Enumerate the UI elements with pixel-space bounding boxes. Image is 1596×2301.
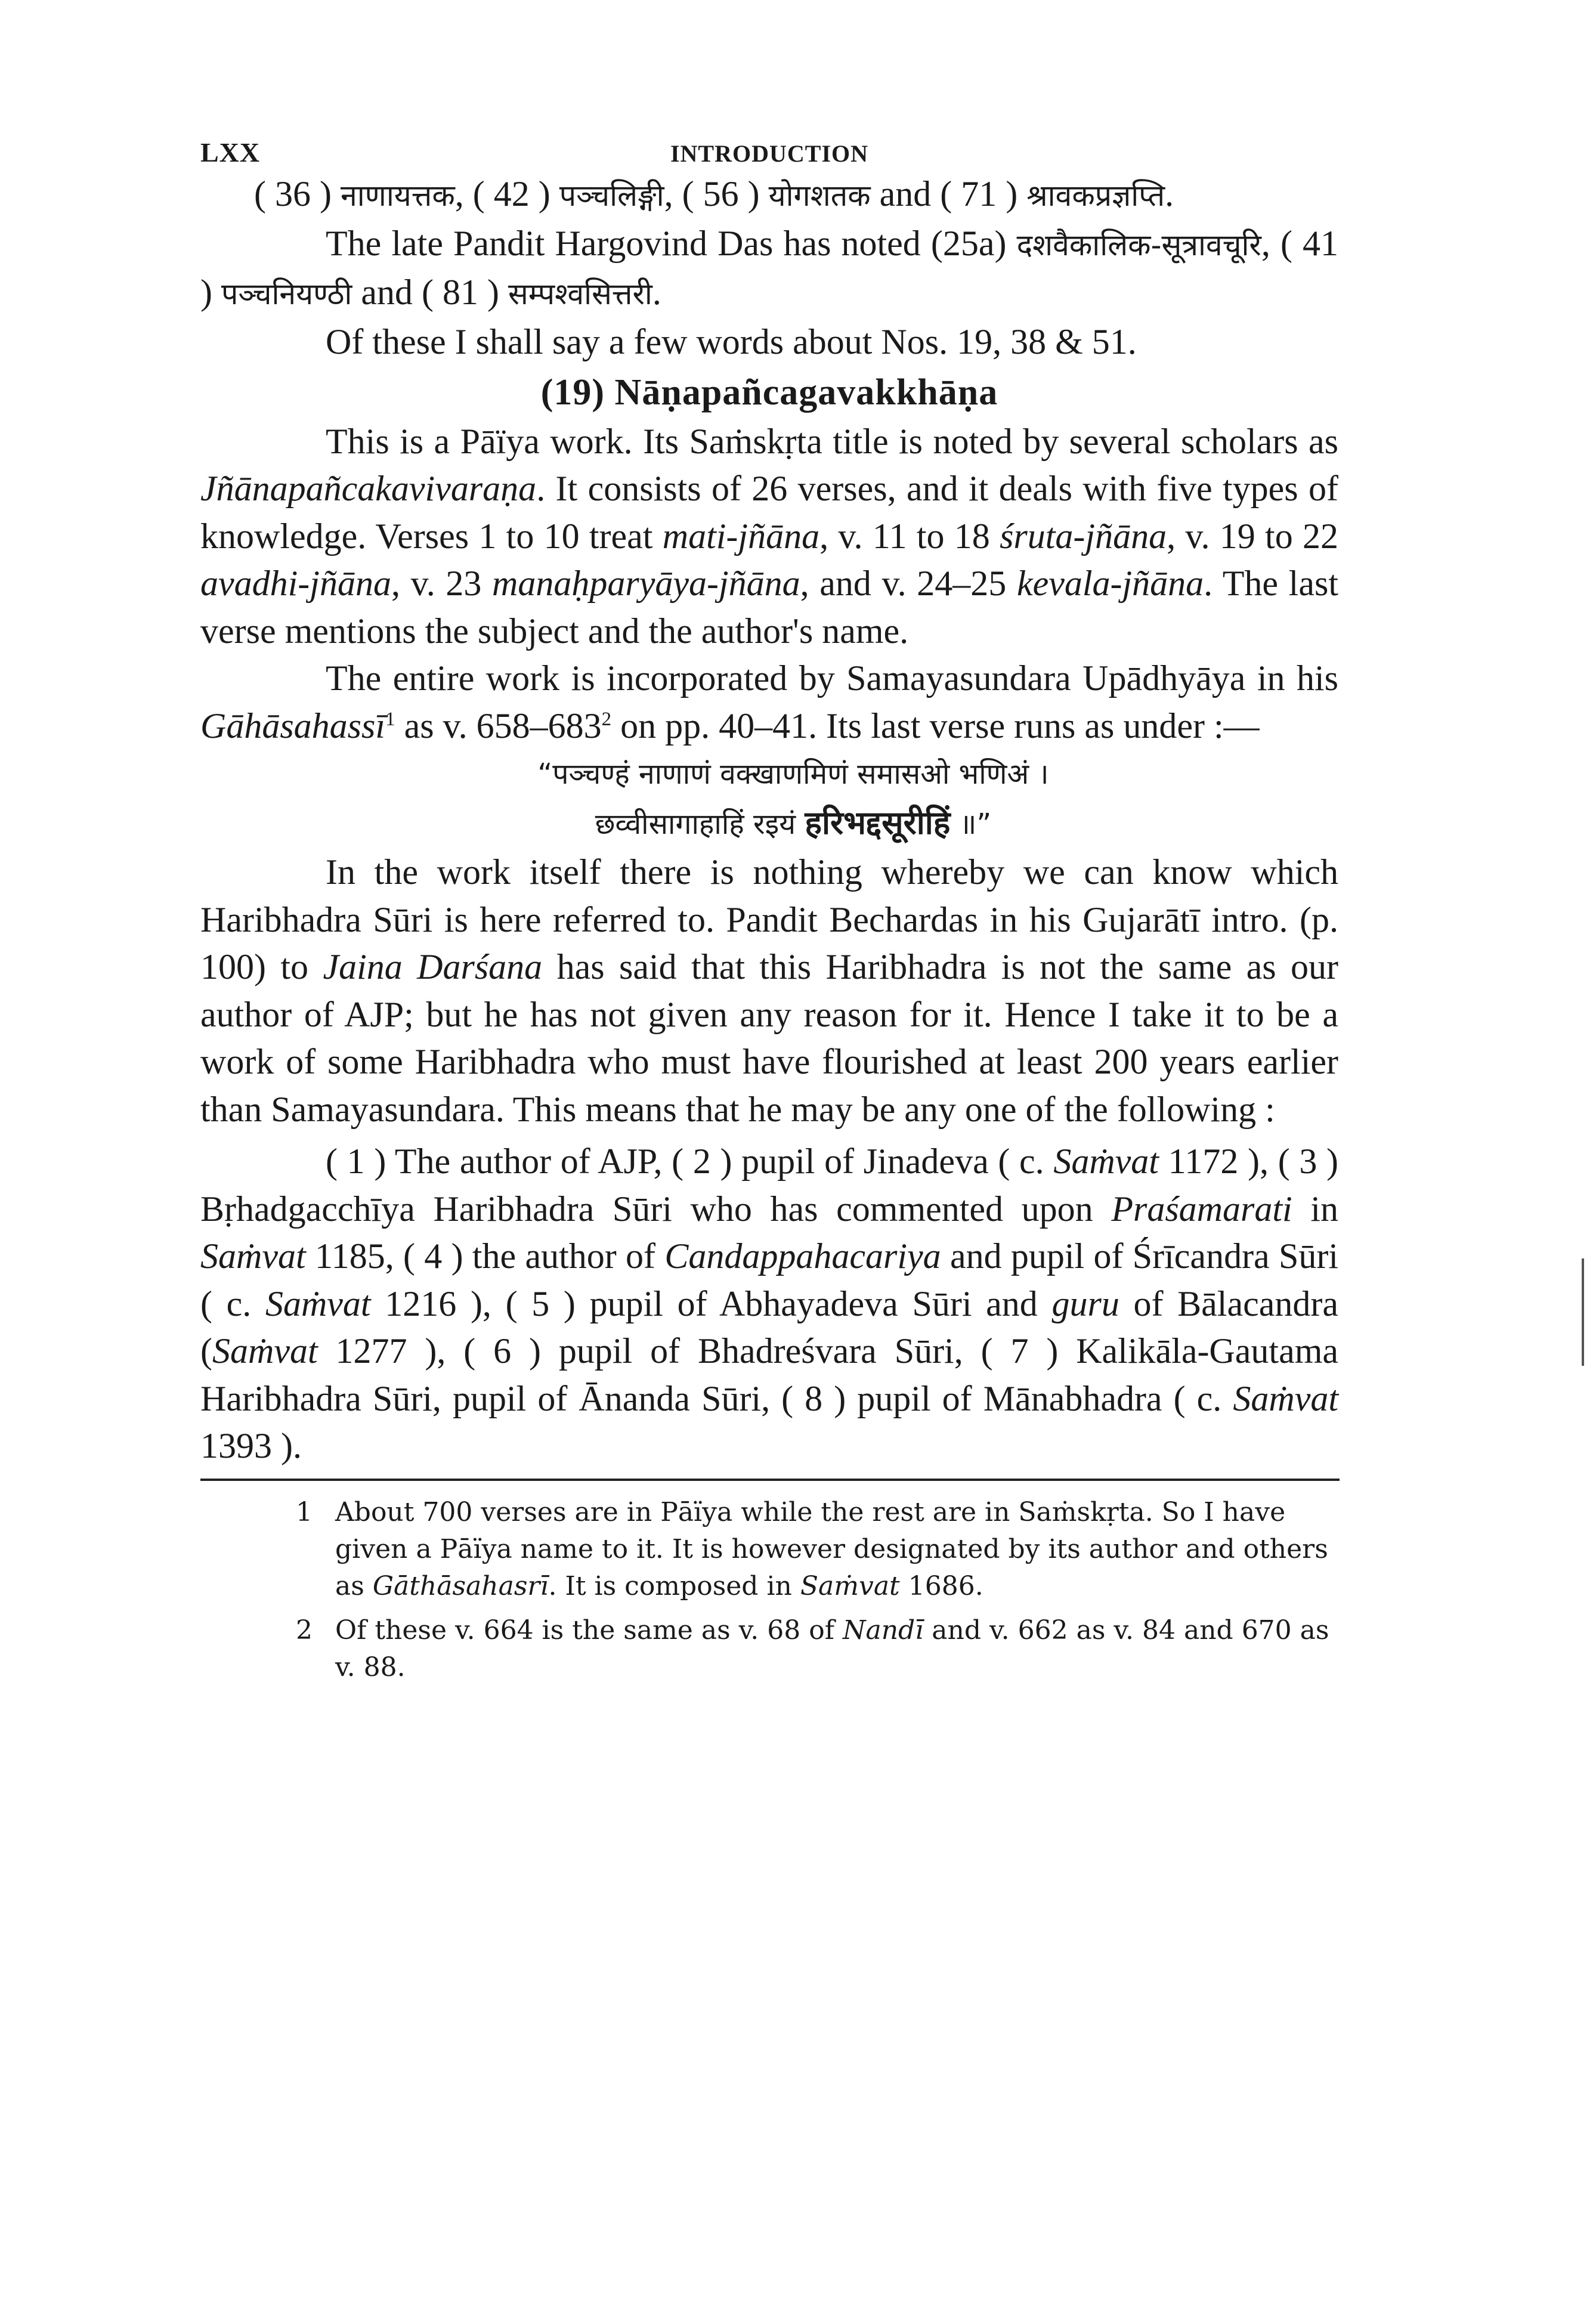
paragraph-5: The entire work is incorporated by Samayasundara Upādhyāya in his Gāhāsahassī$^1$ as v. $658-683^2$ on pp. 40–41. Its last verse runs as under :— bbox=[200, 658, 1338, 746]
sanskrit-verse bbox=[200, 750, 1338, 849]
verse-line-1: “पञ्चण्हं नाणाणं वक्खाणमिणं समासओ भणिअं । bbox=[537, 757, 1049, 791]
paragraph-4: This is a Pāïya work. Its Saṁskṛta title is noted by several scholars as Jñānapañcakavivaraṇa. It consists of 26 verses, and it deals with five types of knowledge. Verses 1 to 10 treat mati-jñāna, v. 11 to 18 śruta-jñāna, v. 19 to 22 avadhi-jñāna, v. 23 manaḥparyāya-jñāna, and v. 24–25 kevala-jñāna. The last verse mentions the subject and the author's name. bbox=[200, 421, 1339, 651]
page-edge-mark bbox=[1582, 1258, 1584, 1366]
footnote-1: 1 About 700 verses are in Pāïya while the rest are in Saṁskṛta. So I have given a Pāïya name to it. It is however designated by its author and others as Gāthāsahasrī. It is composed in Saṁvat 1686. bbox=[296, 1496, 1328, 1601]
page-number: LXX bbox=[200, 137, 261, 168]
paragraph-6: In the work itself there is nothing whereby we can know which Haribhadra Sūri is here referred to. Pandit Bechardas in his Gujarātī intro. (p. 100) to Jaina Darśana has said that this Haribhadra is not the same as our author of AJP; but he has not given any reason for it. Hence I take it to be a work of some Haribhadra who must have flourished at least 200 years earlier than Samayasundara. This means that he may be any one of the following : bbox=[200, 852, 1338, 1129]
book-page bbox=[200, 119, 1338, 1686]
paragraph-7: ( 1 ) The author of AJP, ( 2 ) pupil of Jinadeva ( c. Saṁvat 1172 ), ( 3 ) Bṛhadgacchīya Haribhadra Sūri who has commented upon Praśamarati in Saṁvat 1185, ( 4 ) the author of Candappahacariya and pupil of Śrīcandra Sūri ( c. Saṁvat 1216 ), ( 5 ) pupil of Abhayadeva Sūri and guru of Bālacandra (Saṁvat 1277 ), ( 6 ) pupil of Bhadreśvara Sūri, ( 7 ) Kalikāla-Gautama Haribhadra Sūri, pupil of Ānanda Sūri, ( 8 ) pupil of Mānabhadra ( c. Saṁvat 1393 ). bbox=[200, 1142, 1339, 1465]
running-header bbox=[200, 119, 1338, 167]
section-heading: (19) Nāṇapañcagavakkhāṇa bbox=[540, 372, 998, 413]
running-title: INTRODUCTION bbox=[670, 140, 869, 167]
paragraph-1: ( 36 ) नाणायत्तक, ( 42 ) पञ्चलिङ्गी, ( 56 ) योगशतक and ( 71 ) श्रावकप्रज्ञप्ति. bbox=[254, 174, 1174, 214]
footnote-divider bbox=[200, 1479, 1340, 1481]
verse-line-2: छव्वीसागाहाहिं रइयं हरिभद्दसूरीहिं ॥” bbox=[595, 804, 992, 842]
paragraph-3: Of these I shall say a few words about Nos. 19, 38 & 51. bbox=[326, 321, 1137, 361]
paragraph-2: The late Pandit Hargovind Das has noted (25a) दशवैकालिक-सूत्रावचूरि, ( 41 ) पञ्चनियण्ठी and ( 81 ) सम्पश्वसित्तरी. bbox=[200, 223, 1338, 312]
footnote-2: 2 Of these v. 664 is the same as v. 68 of Nandī and v. 662 as v. 84 and 670 as v. 88. bbox=[296, 1615, 1329, 1683]
